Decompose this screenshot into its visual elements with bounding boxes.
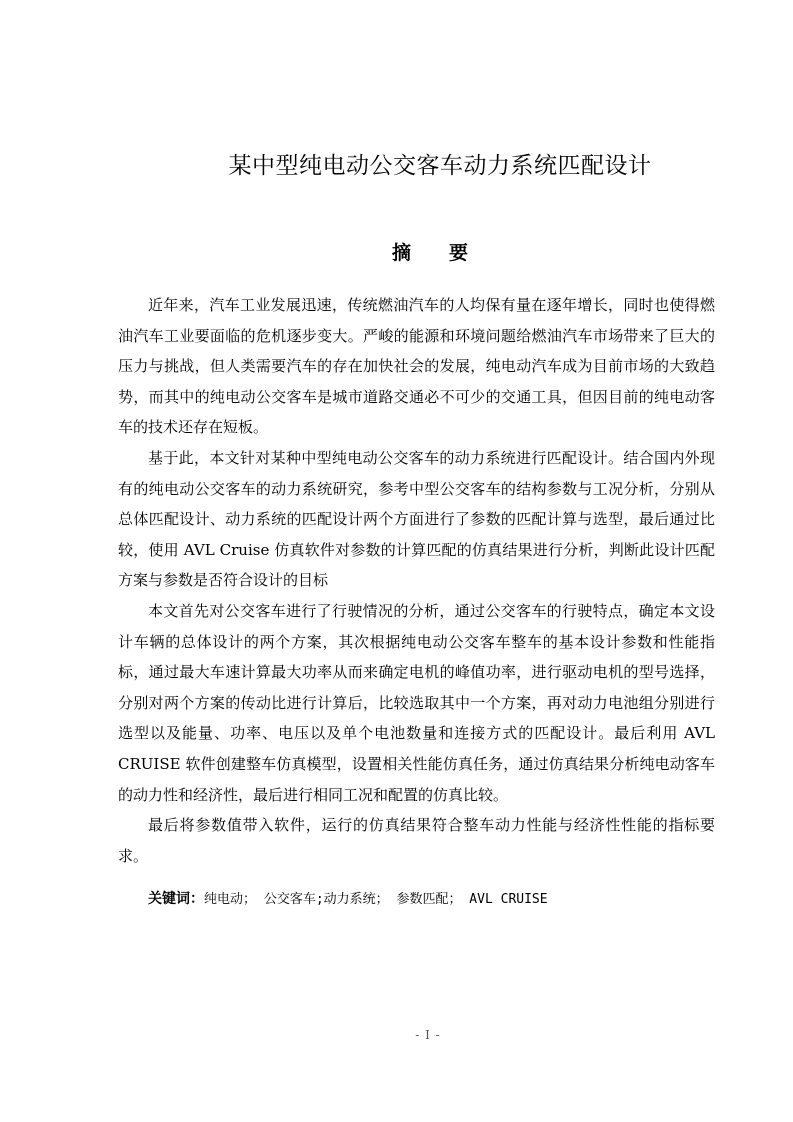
document-title: 某中型纯电动公交客车动力系统匹配设计: [228, 153, 652, 179]
page-number: - I -: [415, 1028, 441, 1042]
abstract-heading: [0, 238, 793, 268]
keywords-label: 关键词：: [148, 891, 204, 907]
abstract-paragraph-3: 本文首先对公交客车进行了行驶情况的分析，通过公交客车的行驶特点，确定本文设计车辆的总体设计的两个方案，其次根据纯电动公交客车整车的基本设计参数和性能指标，通过最大车速计算最大功率从而来确定电机的峰值功率，进行驱动电机的型号选择，分别对两个方案的传动比进行计算后，比较选取其中一个方案，再对动力电池组分别进行选型以及能量、功率、电压以及单个电池数量和连接方式的匹配设计。最后利用 AVL CRUISE 软件创建整车仿真模型，设置相关性能仿真任务，通过仿真结果分析纯电动客车的动力性和经济性，最后进行相同工况和配置的仿真比较。: [118, 601, 715, 804]
abstract-paragraph-2: 基于此，本文针对某种中型纯电动公交客车的动力系统进行匹配设计。结合国内外现有的纯电动公交客车的动力系统研究，参考中型公交客车的结构参数与工况分析，分别从总体匹配设计、动力系统的匹配设计两个方面进行了参数的匹配计算与选型，最后通过比较，使用 AVL Cruise 仿真软件对参数的计算匹配的仿真结果进行分析，判断此设计匹配方案与参数是否符合设计的目标: [118, 448, 715, 590]
abstract-paragraph-4: 最后将参数值带入软件，运行的仿真结果符合整车动力性能与经济性性能的指标要求。: [118, 816, 715, 865]
keywords-line: [148, 884, 728, 915]
abstract-heading-right: 要: [449, 242, 469, 264]
abstract-body: [118, 290, 715, 871]
abstract-paragraph-1: 近年来，汽车工业发展迅速，传统燃油汽车的人均保有量在逐年增长，同时也使得燃油汽车工业要面临的危机逐步变大。严峻的能源和环境问题给燃油汽车市场带来了巨大的压力与挑战，但人类需要汽车的存在加快社会的发展，纯电动汽车成为目前市场的大致趋势，而其中的纯电动公交客车是城市道路交通必不可少的交通工具，但因目前的纯电动客车的技术还存在短板。: [118, 296, 715, 437]
abstract-heading-left: 摘: [391, 242, 411, 264]
keywords-values: 纯电动； 公交客车;动力系统； 参数匹配； AVL CRUISE: [204, 892, 548, 907]
